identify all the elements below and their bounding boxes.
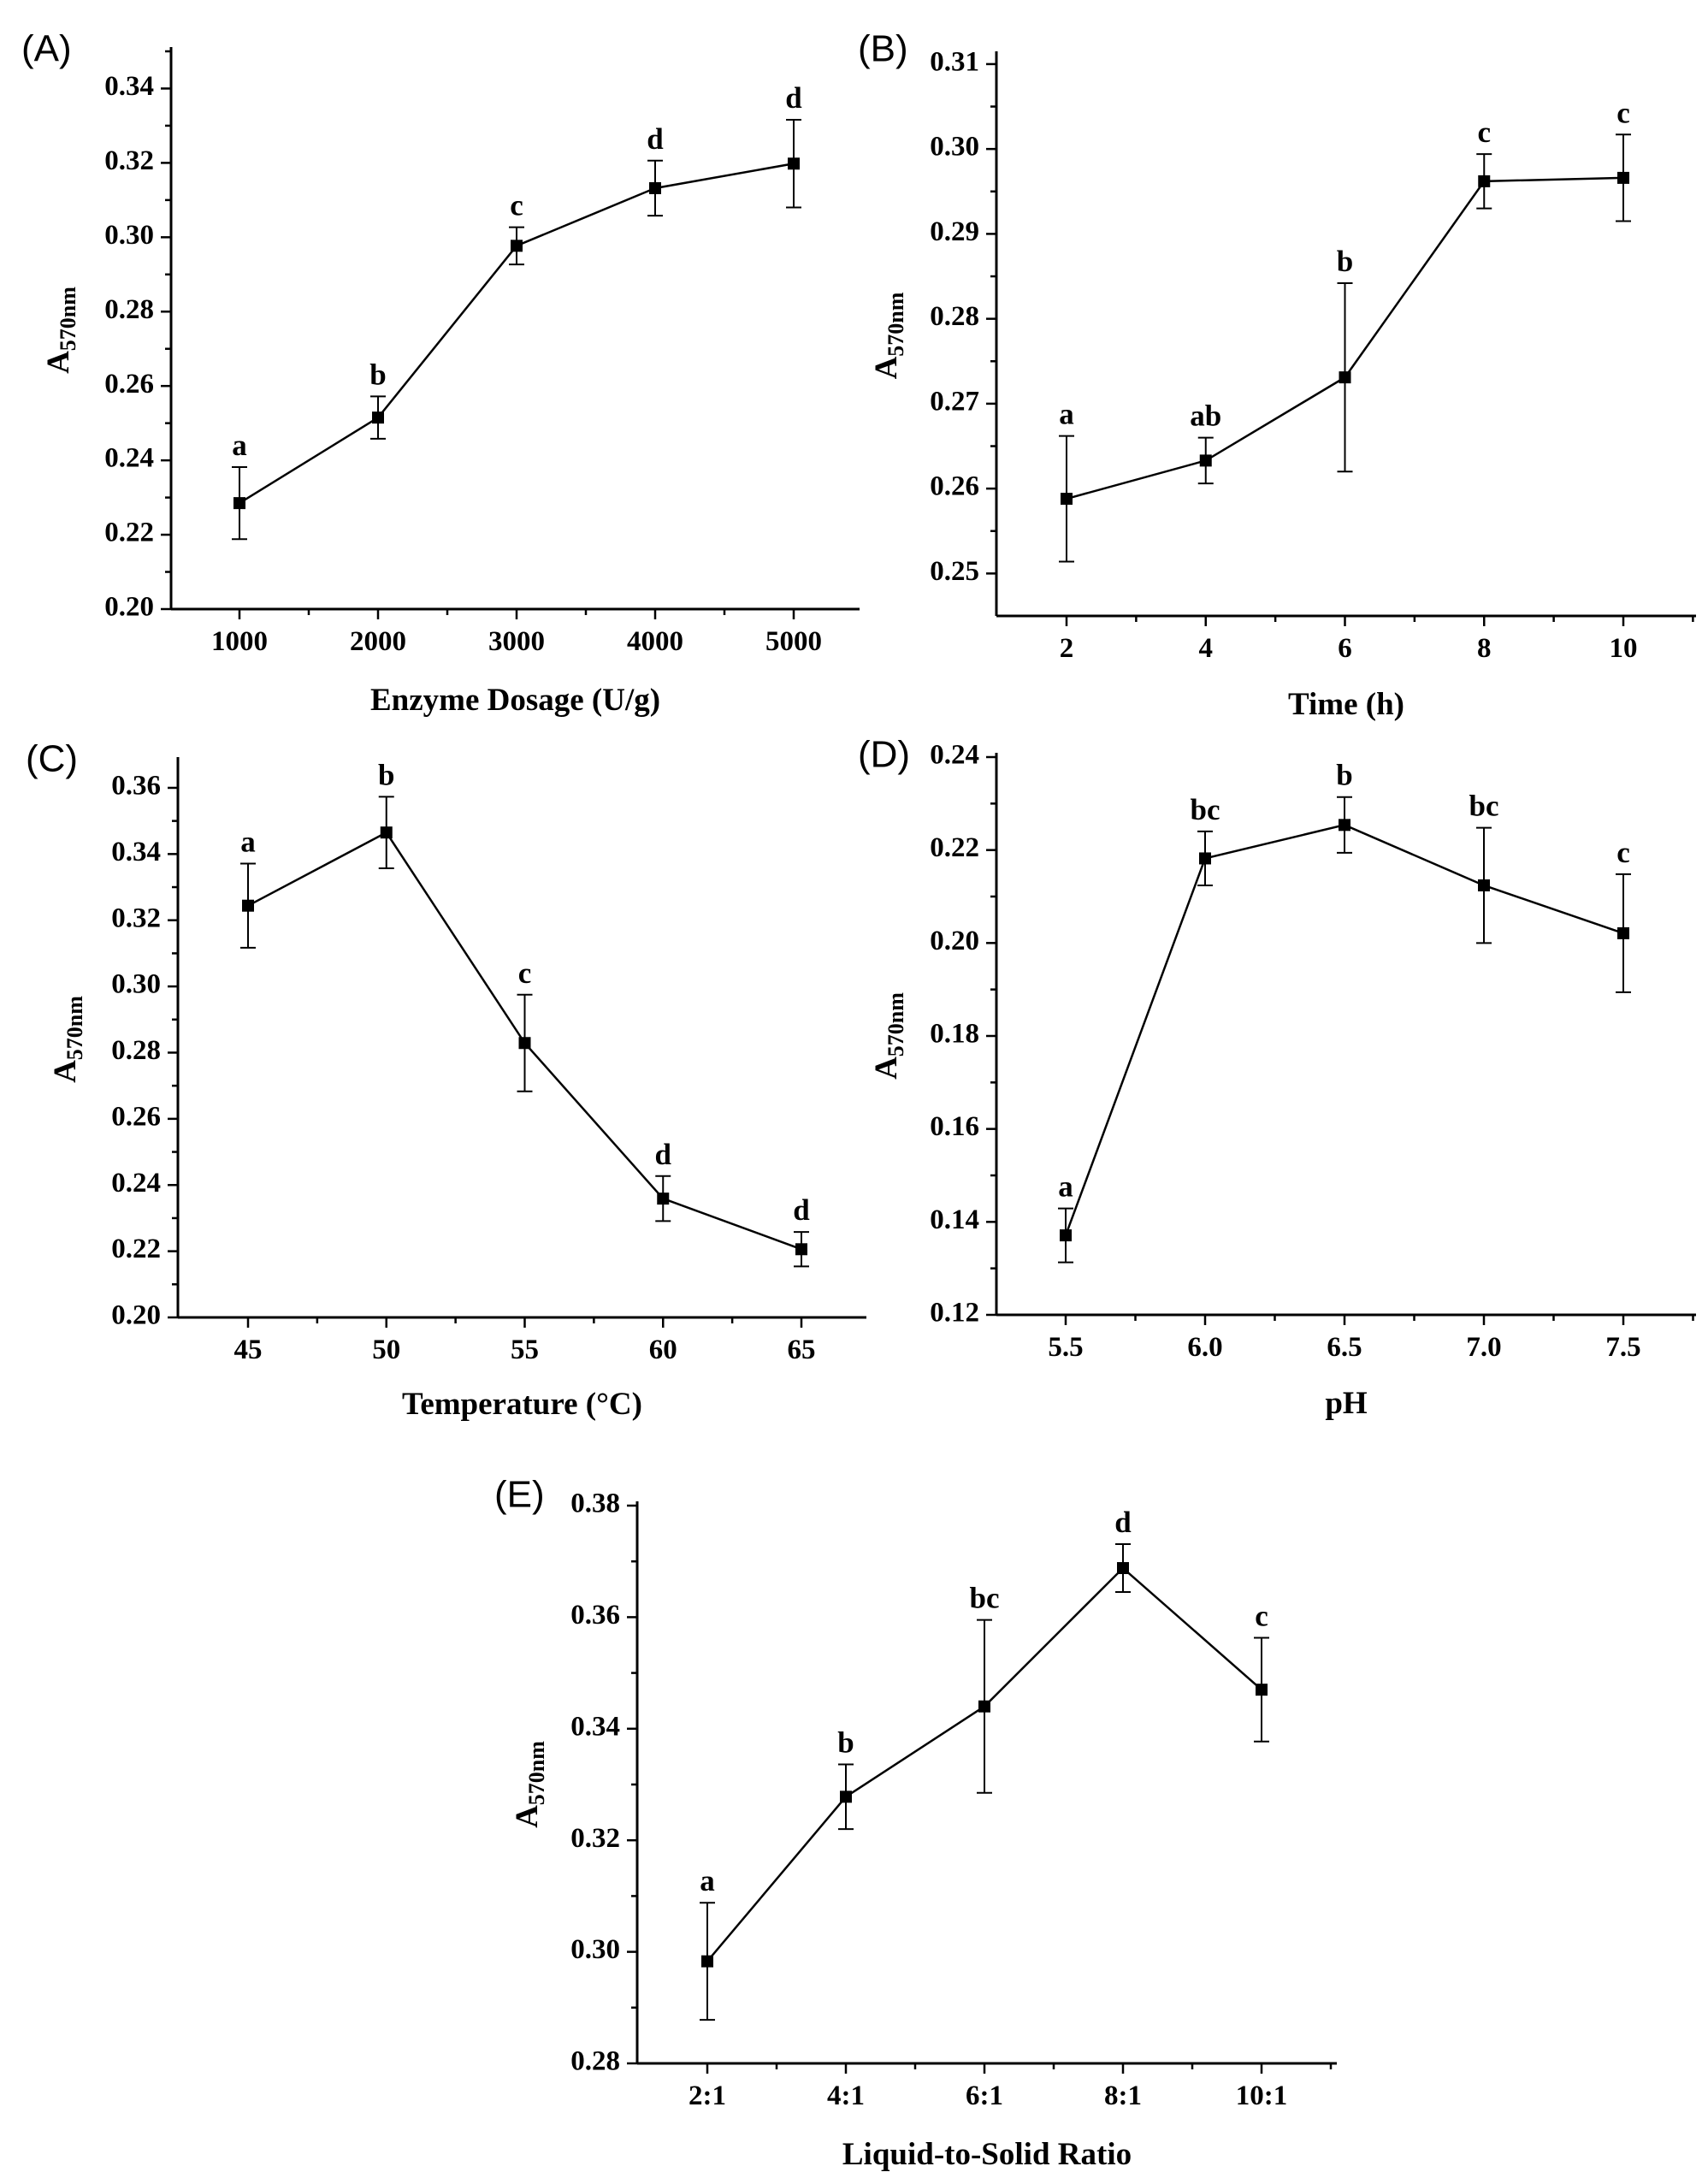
- panel-a-significance-label: c: [510, 188, 523, 222]
- panel-b-x-tick-label: 8: [1477, 633, 1492, 664]
- panel-e-data-point: [978, 1701, 990, 1713]
- panel-e-x-tick-label: 2:1: [689, 2080, 726, 2111]
- panel-c-significance-label: d: [654, 1137, 671, 1171]
- panel-e-y-axis-title: $A_{570nm}$: [510, 1741, 549, 1828]
- panel-b-data-point: [1478, 175, 1490, 187]
- panel-a-significance-label: d: [647, 121, 664, 156]
- panel-a-data-point: [788, 157, 800, 169]
- panel-c-x-tick-label: 55: [511, 1335, 539, 1365]
- panel-c-data-point: [381, 826, 393, 838]
- panel-c-significance-label: c: [517, 956, 532, 990]
- panel-c-significance-label: d: [793, 1193, 810, 1228]
- panel-c-y-tick-label: 0.26: [111, 1101, 161, 1133]
- panel-e-y-tick-label: 0.30: [570, 1934, 620, 1966]
- panel-d-y-tick-label: 0.24: [930, 739, 979, 771]
- panel-e-x-tick-label: 6:1: [966, 2080, 1003, 2111]
- panel-a-x-tick-label: 4000: [627, 626, 683, 657]
- panel-d-significance-label: bc: [1469, 789, 1499, 823]
- panel-c-y-tick-label: 0.30: [111, 968, 161, 1000]
- panel-d-series-line: [1066, 825, 1623, 1235]
- panel-e-y-tick-label: 0.34: [570, 1711, 620, 1743]
- panel-b-significance-label: a: [1059, 397, 1074, 431]
- panel-a-significance-label: b: [369, 358, 387, 392]
- panel-c-y-tick-label: 0.32: [111, 903, 161, 934]
- panel-d-data-point: [1199, 852, 1211, 864]
- panel-b-significance-label: c: [1616, 96, 1630, 130]
- panel-d-data-point: [1060, 1229, 1072, 1241]
- panel-c-x-axis-title: Temperature (°C): [402, 1387, 642, 1422]
- panel-e-data-point: [1256, 1684, 1268, 1696]
- panel-a-y-tick-label: 0.24: [104, 442, 154, 474]
- panel-c-x-tick-label: 65: [787, 1335, 816, 1365]
- panel-a-y-tick-label: 0.26: [104, 368, 154, 400]
- panel-d-label: (D): [858, 733, 911, 776]
- panel-c-x-tick-label: 50: [372, 1335, 401, 1365]
- panel-e-y-tick-label: 0.32: [570, 1822, 620, 1854]
- panel-a-label: (A): [21, 27, 72, 70]
- panel-e-significance-label: b: [837, 1725, 854, 1760]
- panel-d-data-point: [1478, 879, 1490, 891]
- panel-e-x-tick-label: 8:1: [1104, 2080, 1142, 2111]
- panel-c-y-axis-title: $A_{570nm}$: [48, 996, 87, 1083]
- panel-d-x-axis-title: pH: [1325, 1386, 1368, 1421]
- panel-c-data-point: [795, 1243, 807, 1255]
- panel-d-x-tick-label: 5.5: [1048, 1332, 1084, 1363]
- panel-b-y-tick-label: 0.25: [930, 555, 979, 587]
- panel-a-data-point: [511, 240, 523, 252]
- panel-e-data-point: [840, 1790, 852, 1802]
- panel-c-y-tick-label: 0.20: [111, 1299, 161, 1331]
- panel-a-y-axis-title: $A_{570nm}$: [41, 287, 80, 374]
- panel-d-x-tick-label: 6.0: [1187, 1332, 1223, 1363]
- panel-c-data-point: [519, 1037, 531, 1049]
- panel-a-x-axis-title: Enzyme Dosage (U/g): [369, 683, 661, 718]
- panel-e-y-tick-label: 0.28: [570, 2045, 620, 2077]
- panel-c-label: (C): [26, 737, 79, 780]
- panel-b-y-tick-label: 0.28: [930, 301, 979, 333]
- panel-e-y-tick-label: 0.38: [570, 1488, 620, 1519]
- panel-b-x-axis-title: Time (h): [1287, 687, 1405, 722]
- panel-a-y-tick-label: 0.32: [104, 145, 154, 176]
- panel-d-significance-label: b: [1336, 758, 1353, 792]
- panel-b-y-tick-label: 0.26: [930, 471, 979, 502]
- panel-b-data-point: [1061, 493, 1073, 505]
- panel-a-y-tick-label: 0.22: [104, 517, 154, 548]
- panel-c-y-tick-label: 0.36: [111, 770, 161, 802]
- panel-e-significance-label: a: [700, 1864, 715, 1898]
- panel-c-y-tick-label: 0.22: [111, 1234, 161, 1265]
- panel-d-significance-label: bc: [1190, 792, 1220, 826]
- panel-a-significance-label: a: [232, 428, 247, 462]
- panel-c-y-tick-label: 0.34: [111, 836, 161, 867]
- panel-b-significance-label: ab: [1190, 399, 1222, 433]
- panel-e-significance-label: c: [1255, 1599, 1268, 1633]
- panel-b-significance-label: c: [1477, 115, 1492, 150]
- panel-a-x-tick-label: 1000: [211, 626, 268, 657]
- panel-b-data-point: [1339, 371, 1351, 383]
- panel-b-y-tick-label: 0.29: [930, 216, 979, 247]
- panel-d-data-point: [1339, 819, 1350, 831]
- panel-d-y-tick-label: 0.16: [930, 1111, 979, 1143]
- panel-e-data-point: [1117, 1562, 1129, 1574]
- panel-d-y-tick-label: 0.18: [930, 1018, 979, 1050]
- panel-d-y-axis-title: $A_{570nm}$: [869, 992, 908, 1080]
- panel-b-y-tick-label: 0.31: [930, 46, 979, 78]
- panel-b-y-tick-label: 0.30: [930, 131, 979, 163]
- panel-a-x-tick-label: 5000: [765, 626, 822, 657]
- panel-b-x-tick-label: 2: [1059, 633, 1074, 664]
- panel-d-y-tick-label: 0.20: [930, 925, 979, 956]
- panel-d-data-point: [1617, 927, 1629, 939]
- panel-c-significance-label: a: [240, 825, 256, 859]
- panel-e-data-point: [701, 1956, 713, 1968]
- panel-b-data-point: [1617, 172, 1629, 184]
- panel-c-x-tick-label: 45: [233, 1335, 263, 1365]
- panel-b-x-tick-label: 4: [1198, 633, 1213, 664]
- panel-b-significance-label: b: [1336, 244, 1354, 278]
- panel-a-y-tick-label: 0.34: [104, 71, 154, 103]
- panel-b-y-axis-title: $A_{570nm}$: [869, 292, 908, 380]
- panel-c-data-point: [657, 1193, 669, 1204]
- panel-e-label: (E): [494, 1473, 545, 1516]
- panel-a-data-point: [649, 182, 661, 194]
- panel-e-significance-label: bc: [969, 1581, 1000, 1615]
- panel-d-significance-label: c: [1616, 835, 1630, 869]
- panel-a-significance-label: d: [785, 80, 802, 115]
- panel-d-y-tick-label: 0.22: [930, 832, 979, 864]
- panel-e-x-tick-label: 10:1: [1235, 2080, 1288, 2111]
- panel-e-x-axis-title: Liquid-to-Solid Ratio: [842, 2137, 1132, 2172]
- panel-e-significance-label: d: [1114, 1505, 1132, 1539]
- panel-e-x-tick-label: 4:1: [827, 2080, 865, 2111]
- panel-a-x-tick-label: 2000: [350, 626, 406, 657]
- panel-d-x-tick-label: 7.0: [1466, 1332, 1502, 1363]
- panel-d-x-tick-label: 7.5: [1605, 1332, 1641, 1363]
- panel-d-significance-label: a: [1058, 1169, 1073, 1204]
- panel-e-y-tick-label: 0.36: [570, 1599, 620, 1631]
- panel-a-y-tick-label: 0.20: [104, 591, 154, 623]
- panel-a-y-tick-label: 0.28: [104, 293, 154, 325]
- panel-c-significance-label: b: [378, 758, 395, 792]
- panel-b-x-tick-label: 6: [1338, 633, 1352, 664]
- panel-a-y-tick-label: 0.30: [104, 219, 154, 251]
- panel-d-y-tick-label: 0.12: [930, 1297, 979, 1329]
- panel-c-y-tick-label: 0.28: [111, 1035, 161, 1067]
- panel-a-data-point: [372, 411, 384, 423]
- panel-d-y-tick-label: 0.14: [930, 1204, 979, 1235]
- panel-a-x-tick-label: 3000: [488, 626, 545, 657]
- panel-d-x-tick-label: 6.5: [1327, 1332, 1362, 1363]
- panel-c-data-point: [242, 900, 254, 912]
- panel-a-data-point: [233, 497, 245, 509]
- panel-c-y-tick-label: 0.24: [111, 1167, 161, 1199]
- panel-b-data-point: [1200, 454, 1212, 466]
- panel-b-label: (B): [858, 27, 908, 70]
- panel-c-x-tick-label: 60: [648, 1335, 677, 1365]
- panel-b-y-tick-label: 0.27: [930, 386, 979, 417]
- panel-b-x-tick-label: 10: [1609, 633, 1638, 664]
